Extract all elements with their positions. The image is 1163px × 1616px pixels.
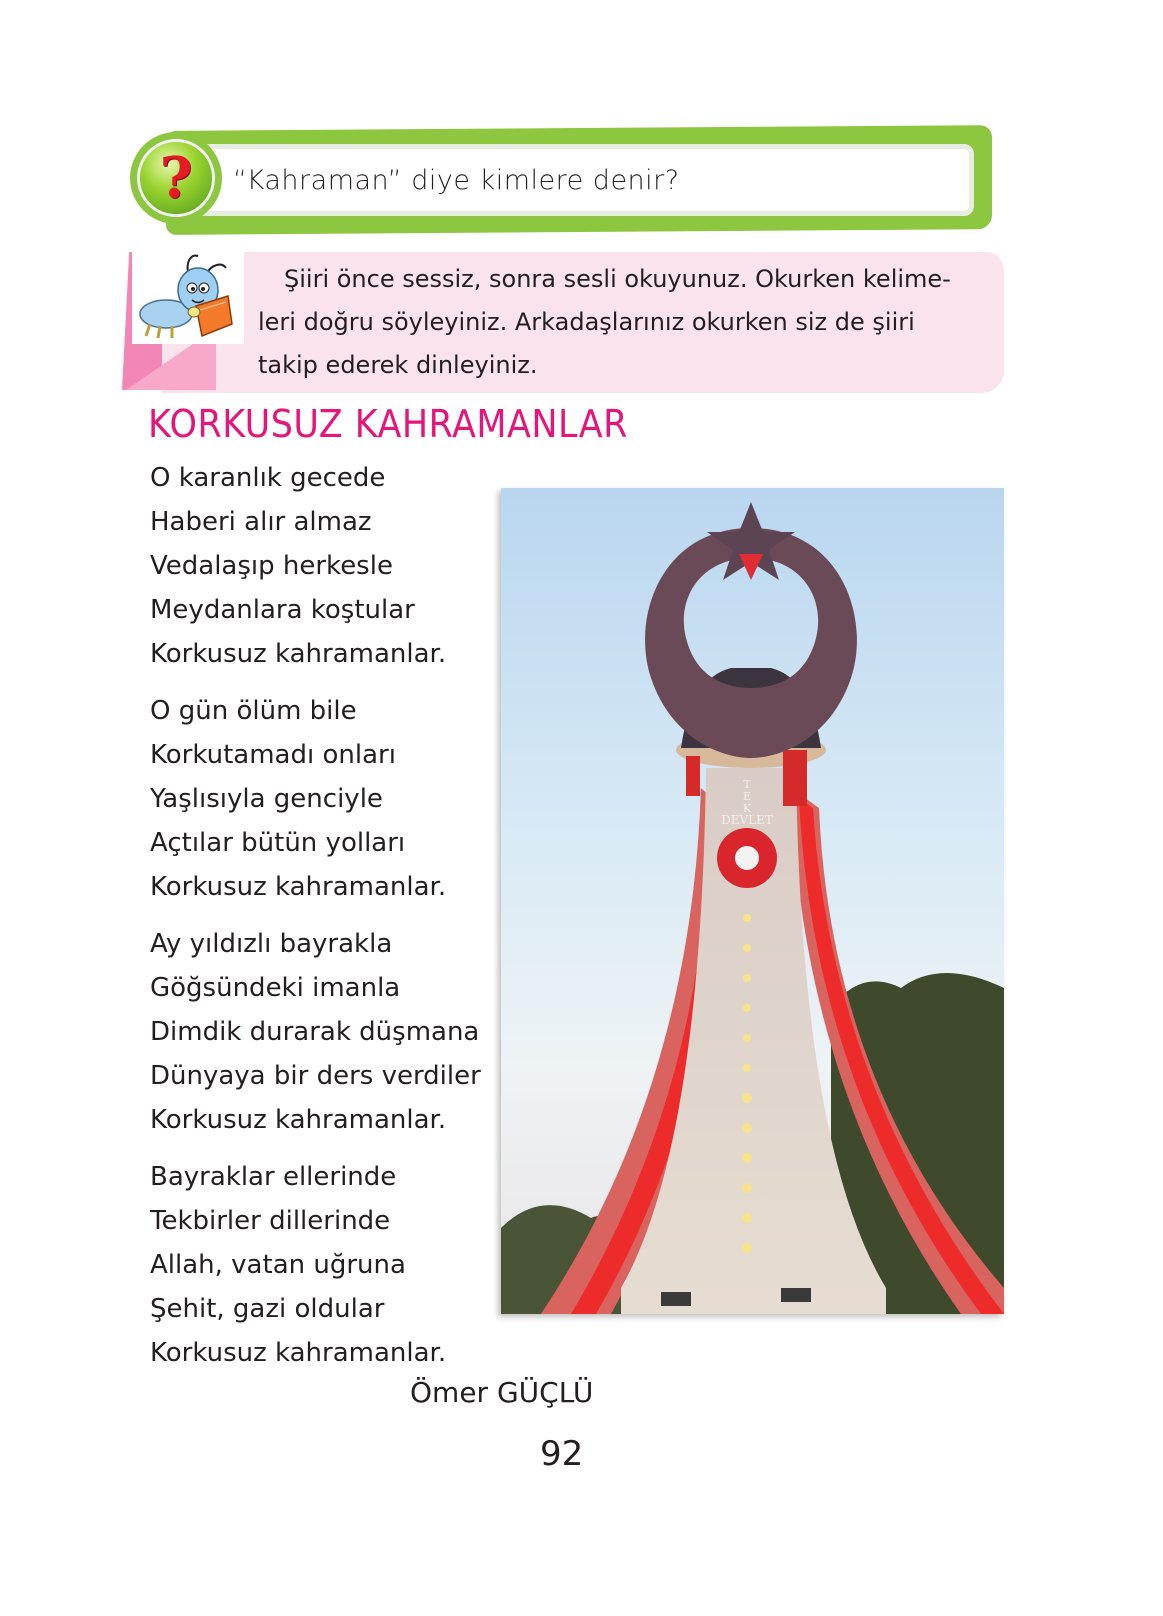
poem-title: KORKUSUZ KAHRAMANLAR bbox=[148, 402, 628, 446]
poem-line: Tekbirler dillerinde bbox=[150, 1206, 391, 1236]
poem-line: Şehit, gazi oldular bbox=[150, 1294, 385, 1324]
stanza-4 bbox=[150, 1155, 500, 1375]
stanza-2 bbox=[150, 689, 500, 909]
poem-line: Dünyaya bir ders verdiler bbox=[150, 1061, 481, 1091]
question-badge bbox=[130, 132, 222, 224]
poem-line: Korkutamadı onları bbox=[150, 740, 396, 770]
poem-line: Göğsündeki imanla bbox=[150, 973, 401, 1003]
poem-line: Vedalaşıp herkesle bbox=[150, 551, 393, 581]
svg-text:T: T bbox=[743, 778, 751, 791]
svg-text:K: K bbox=[742, 802, 752, 815]
poem bbox=[150, 456, 500, 1388]
poem-line: Yaşlısıyla genciyle bbox=[150, 784, 383, 814]
question-banner bbox=[130, 128, 992, 232]
svg-text:DEVLET: DEVLET bbox=[721, 813, 773, 827]
poem-line: Allah, vatan uğruna bbox=[150, 1250, 406, 1280]
question-text: “Kahraman” diye kimlere denir? bbox=[233, 164, 680, 196]
poem-line: Bayraklar ellerinde bbox=[150, 1162, 397, 1192]
instruction-box bbox=[122, 248, 1004, 393]
question-mark-icon: ? bbox=[159, 145, 193, 211]
stanza-1 bbox=[150, 456, 500, 676]
poem-line: Haberi alır almaz bbox=[150, 507, 372, 537]
poem-line: Korkusuz kahramanlar. bbox=[150, 1338, 447, 1368]
stanza-3 bbox=[150, 922, 500, 1142]
reading-bug-mascot-icon bbox=[132, 248, 244, 344]
poem-line: Korkusuz kahramanlar. bbox=[150, 1105, 447, 1135]
poem-line: O gün ölüm bile bbox=[150, 696, 357, 726]
poem-line: Korkusuz kahramanlar. bbox=[150, 639, 447, 669]
poem-line: Dimdik durarak düşmana bbox=[150, 1017, 480, 1047]
svg-text:E: E bbox=[742, 790, 752, 803]
poem-line: Açtılar bütün yolları bbox=[150, 828, 406, 858]
monument-photo bbox=[501, 488, 1004, 1314]
poem-line: Ay yıldızlı bayrakla bbox=[150, 929, 393, 959]
page-number: 92 bbox=[540, 1434, 584, 1474]
poem-line: Korkusuz kahramanlar. bbox=[150, 872, 447, 902]
poem-line: O karanlık gecede bbox=[150, 463, 386, 493]
instruction-text: Şiiri önce sessiz, sonra sesli okuyunuz. Okurken kelime- leri doğru söyleyiniz. Arkadaşlarınız okurken siz de şiiri takip ederek dinleyiniz. bbox=[258, 265, 951, 379]
poem-line: Meydanlara koştular bbox=[150, 595, 415, 625]
poem-author: Ömer GÜÇLÜ bbox=[410, 1376, 594, 1409]
question-box bbox=[190, 144, 974, 216]
